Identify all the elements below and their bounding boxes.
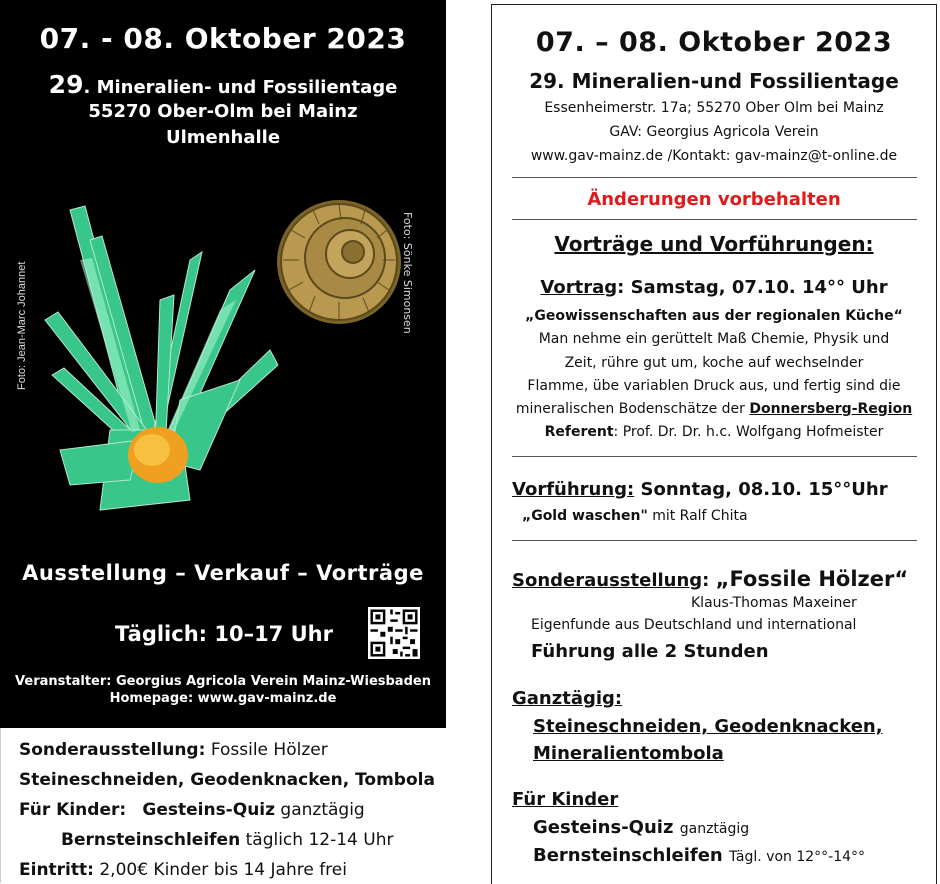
ammonite-photo [265,190,413,340]
changes-notice: Änderungen vorbehalten [587,189,841,210]
right-address: Essenheimerstr. 17a; 55270 Ober Olm bei Mainz [544,100,884,116]
right-edition: 29. Mineralien-und Fossilientage [529,69,899,93]
right-date: 07. – 08. Oktober 2023 [535,27,893,58]
vortrag-title: „Geowissenschaften aus der regionalen Küche“ [525,308,903,324]
left-info-eintritt [19,860,347,880]
sonder-title: „Fossile Hölzer“ [715,567,909,591]
vortrag-body-line: Man nehme ein gerüttelt Maß Chemie, Physik und [538,331,890,347]
left-edition-number: 29 [48,70,84,99]
vorfuehrung-when: Sonntag, 08.10. 15°°Uhr [634,479,888,500]
left-info-bern-note: täglich 12-14 Uhr [245,830,394,850]
vortrag-body-text: mineralischen Bodenschätze der [515,401,750,417]
left-flyer-poster [0,0,446,728]
kinder-bern [533,845,865,866]
left-info-sonder [19,740,328,760]
left-flyer [0,0,446,883]
left-info-quiz: Gesteins-Quiz [142,800,276,820]
left-info-bern [61,830,393,850]
left-hours: Täglich: 10–17 Uhr [115,622,333,646]
divider [512,456,917,457]
divider [512,219,917,220]
left-homepage: Homepage: www.gav-mainz.de [109,691,337,706]
left-organizer: Veranstalter: Georgius Agricola Verein Mainz-Wiesbaden [15,674,431,689]
kinder-quiz [533,817,749,838]
ganz-tombola: Mineralientombola [533,743,724,764]
left-info-bern-label: Bernsteinschleifen [61,830,241,850]
left-photo-credit: Foto: Jean-Marc Johannet [16,261,28,390]
left-info-activities [19,770,435,790]
left-info-kinder [19,800,365,820]
vortrag-heading [492,277,936,298]
sonder-label: Sonderausstellung [512,570,703,591]
sonder-desc: Eigenfunde aus Deutschland und international [531,617,857,633]
vorfuehrung-heading [512,479,888,500]
left-date: 07. - 08. Oktober 2023 [39,22,407,55]
qr-code-icon [368,607,420,659]
section-title-text: Vorträge und Vorführungen: [554,232,874,256]
left-tagline: Ausstellung – Verkauf – Vorträge [22,561,424,585]
ganz-activities: Steineschneiden, Geodenknacken, [533,716,883,737]
right-gav: GAV: Georgius Agricola Verein [609,124,819,140]
sonder-heading [512,567,908,591]
vorfuehrung-with: mit Ralf Chita [647,508,748,524]
vortrag-when: : Samstag, 07.10. 14°° Uhr [617,277,888,298]
kinder-bern-note: Tägl. von 12°°-14°° [729,849,866,865]
section-title [492,232,936,256]
vortrag-body-line: Zeit, rühre gut um, koche auf wechselnder [564,355,864,371]
right-flyer [491,4,937,884]
left-info-panel [0,728,447,883]
vortrag-region: Donnersberg-Region [749,401,913,417]
kinder-quiz-label: Gesteins-Quiz [533,817,674,838]
left-edition [0,70,446,99]
ganz-heading: Ganztägig: [512,688,623,709]
kinder-heading: Für Kinder [512,789,619,810]
left-info-sonder-value: Fossile Hölzer [210,740,328,760]
vortrag-label: Vortrag [540,277,618,298]
referent-value: : Prof. Dr. Dr. h.c. Wolfgang Hofmeister [613,424,884,440]
sonder-fuehrung: Führung alle 2 Stunden [531,641,769,662]
divider [512,540,917,541]
referent-label: Referent [544,424,614,440]
vortrag-body-line [492,401,936,417]
kinder-quiz-note: ganztägig [679,821,750,837]
divider [512,177,917,178]
right-website: www.gav-mainz.de /Kontakt: gav-mainz@t-online.de [530,148,898,164]
vorfuehrung-title: „Gold waschen" [522,508,648,524]
vorfuehrung-label: Vorführung: [512,479,635,500]
left-info-eintritt-value: 2,00€ Kinder bis 14 Jahre frei [99,860,347,880]
referent [492,424,936,440]
vorfuehrung-detail [522,508,748,524]
left-hall: Ulmenhalle [165,127,281,148]
left-info-eintritt-label: Eintritt: [19,860,94,880]
left-info-kinder-label: Für Kinder: [19,800,127,820]
sonder-colon: : [702,570,716,591]
crystal-photo [40,200,280,530]
sonder-author: Klaus-Thomas Maxeiner [691,595,857,611]
vortrag-body-line: Flamme, übe variablen Druck aus, und fertig sind die [527,378,901,394]
kinder-bern-label: Bernsteinschleifen [533,845,723,866]
left-town: 55270 Ober-Olm bei Mainz [88,101,358,122]
left-info-quiz-note: ganztägig [280,800,365,820]
left-info-activities-text: Steineschneiden, Geodenknacken, Tombola [19,770,435,790]
left-edition-text: . Mineralien- und Fossilientage [83,77,398,98]
right-photo-credit: Foto: Sönke Simonsen [401,212,414,334]
left-info-sonder-label: Sonderausstellung: [19,740,206,760]
